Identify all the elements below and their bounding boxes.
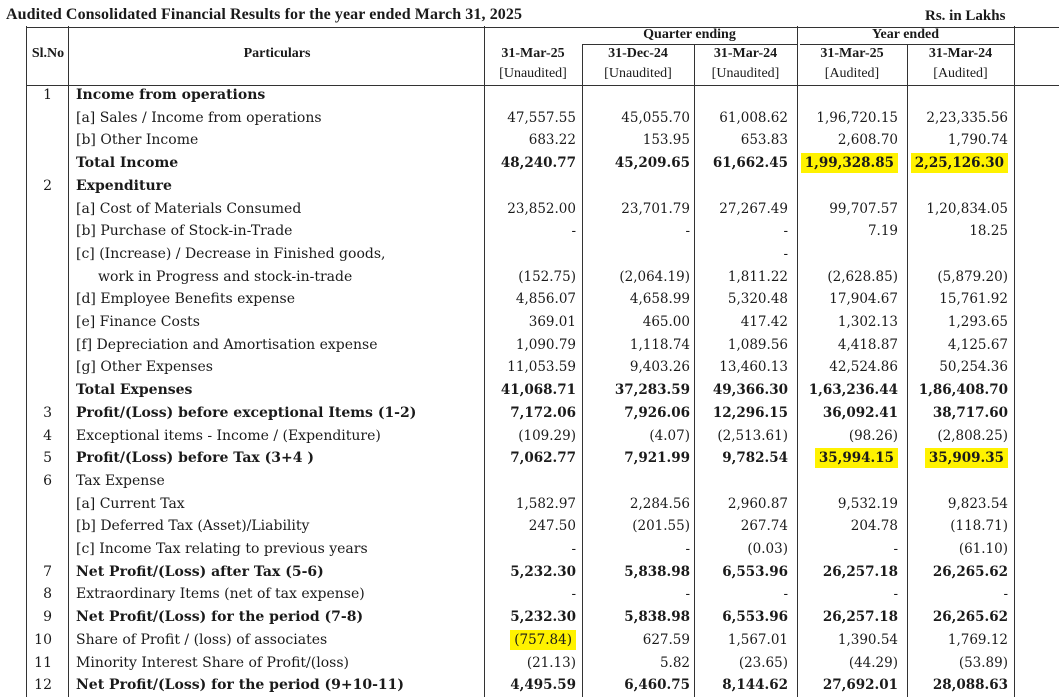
row-label: work in Progress and stock-in-trade (98, 268, 353, 285)
row-value-col4: 26,257.18 (822, 609, 898, 626)
row-value-col5: (118.71) (950, 518, 1008, 535)
row-label: [b] Deferred Tax (Asset)/Liability (76, 518, 310, 535)
row-value-col3: 27,267.49 (719, 200, 788, 217)
col1-date: 31-Mar-25 (501, 46, 565, 61)
table-row (0, 243, 1063, 266)
row-value-col4: 9,532.19 (837, 495, 898, 512)
row-value-col5: 26,265.62 (932, 609, 1008, 626)
table-row (0, 334, 1063, 357)
units-label: Rs. in Lakhs (925, 8, 1006, 24)
row-value-col1: 5,232.30 (510, 609, 576, 626)
row-label: [e] Finance Costs (76, 314, 200, 330)
row-label: [a] Current Tax (76, 495, 185, 512)
row-value-col5: (61.10) (958, 541, 1008, 557)
table-row (0, 356, 1063, 379)
col1-status: [Unaudited] (499, 66, 567, 81)
row-value-col2: - (685, 223, 690, 240)
row-value-col2: (201.55) (632, 518, 690, 535)
col4-header (797, 44, 907, 84)
row-value-col4 (800, 152, 898, 175)
row-value-col5: 1,769.12 (947, 631, 1008, 648)
row-label: [a] Cost of Materials Consumed (76, 200, 302, 217)
row-label: Net Profit/(Loss) for the period (7-8) (76, 609, 364, 626)
row-value-col1: 1,090.79 (515, 336, 576, 353)
table-row (0, 84, 1063, 107)
row-value-col5: 2,23,335.56 (926, 109, 1008, 126)
row-slno: 4 (43, 427, 52, 444)
highlighted-value: (757.84) (510, 630, 576, 650)
row-value-col5: 1,20,834.05 (926, 200, 1008, 217)
row-slno: 5 (43, 450, 52, 467)
row-label: [f] Depreciation and Amortisation expense (76, 336, 378, 353)
row-value-col2: (2,064.19) (619, 268, 690, 285)
row-value-col4: 1,63,236.44 (808, 382, 898, 399)
row-slno: 1 (43, 87, 52, 103)
row-value-col1: (109.29) (518, 427, 576, 444)
row-value-col1: (21.13) (526, 654, 576, 671)
row-value-col3: 1,811.22 (727, 268, 788, 285)
row-label: Profit/(Loss) before exceptional Items (1-2) (76, 404, 417, 421)
row-value-col2: 1,118.74 (629, 336, 690, 353)
row-value-col4: 4,418.87 (837, 336, 898, 353)
row-value-col5: (2,808.25) (937, 427, 1008, 444)
row-value-col4: 27,692.01 (822, 677, 898, 694)
row-value-col2: 7,926.06 (624, 404, 690, 421)
row-value-col2: 23,701.79 (621, 200, 690, 217)
row-value-col1: 7,172.06 (510, 404, 576, 421)
row-value-col4: 99,707.57 (829, 200, 898, 217)
highlighted-value: 35,994.15 (815, 448, 898, 468)
table-row (0, 515, 1063, 538)
row-value-col2: 7,921.99 (624, 450, 690, 467)
row-value-col3: (2,513.61) (717, 427, 788, 444)
row-value-col3: - (783, 245, 788, 262)
row-value-col2: - (685, 586, 690, 603)
table-row (0, 220, 1063, 243)
row-value-col2: 4,658.99 (629, 291, 690, 308)
table-row (0, 629, 1063, 652)
row-slno: 12 (34, 677, 52, 694)
row-value-col3: 2,960.87 (727, 495, 788, 512)
row-value-col3: (23.65) (738, 654, 788, 671)
row-value-col4: 7.19 (867, 223, 898, 240)
row-value-col3: 417.42 (740, 314, 788, 330)
row-value-col4: 42,524.86 (829, 359, 898, 376)
row-value-col5 (905, 152, 1008, 175)
row-value-col4: 204.78 (850, 518, 898, 535)
row-label: Minority Interest Share of Profit/(loss) (76, 654, 349, 671)
row-value-col3: 12,296.15 (712, 404, 788, 421)
row-value-col1: 247.50 (528, 518, 576, 535)
row-slno: 10 (34, 631, 52, 648)
row-value-col5: 38,717.60 (932, 404, 1008, 421)
col5-status: [Audited] (933, 66, 988, 81)
row-value-col1: 11,053.59 (507, 359, 576, 376)
row-value-col3: 49,366.30 (712, 382, 788, 399)
row-value-col5: 9,823.54 (947, 495, 1008, 512)
row-value-col2: 6,460.75 (624, 677, 690, 694)
row-value-col1: 4,856.07 (515, 291, 576, 308)
col5-date: 31-Mar-24 (928, 46, 993, 61)
row-value-col2: 5,838.98 (624, 563, 690, 580)
row-label: [c] Income Tax relating to previous years (76, 541, 368, 557)
col5-header (907, 44, 1014, 84)
row-value-col5: 1,293.65 (947, 314, 1008, 330)
table-row (0, 447, 1063, 470)
row-value-col4: 1,302.13 (837, 314, 898, 330)
row-value-col4: 36,092.41 (822, 404, 898, 421)
row-value-col4: (44.29) (848, 654, 898, 671)
row-value-col5: 18.25 (969, 223, 1008, 240)
col4-date: 31-Mar-25 (820, 46, 884, 61)
row-value-col1: 23,852.00 (507, 200, 576, 217)
row-value-col3: - (783, 586, 788, 603)
row-value-col4: 17,904.67 (829, 291, 898, 308)
row-value-col5: 1,86,408.70 (918, 382, 1008, 399)
col3-status: [Unaudited] (711, 66, 780, 81)
row-label: [a] Sales / Income from operations (76, 109, 322, 126)
page-title: Audited Consolidated Financial Results for the year ended March 31, 2025 (6, 6, 523, 23)
slno-header: Sl.No (31, 46, 65, 61)
row-value-col2: (4.07) (649, 427, 690, 444)
table-row (0, 470, 1063, 493)
row-label: Total Income (76, 155, 179, 172)
table-row (0, 129, 1063, 152)
table-row (0, 493, 1063, 516)
row-value-col4: - (893, 586, 898, 603)
row-value-col1: 369.01 (528, 314, 576, 330)
col1-header (484, 44, 582, 84)
col2-date: 31-Dec-24 (608, 46, 668, 61)
row-value-col2: 465.00 (642, 314, 690, 330)
row-value-col3: 8,144.62 (722, 677, 788, 694)
row-value-col5 (905, 447, 1008, 470)
quarter-group-header: Quarter ending (643, 27, 736, 42)
highlighted-value: 1,99,328.85 (801, 153, 898, 173)
row-label: Total Expenses (76, 382, 193, 399)
row-slno: 6 (43, 472, 52, 489)
row-value-col3: 1,089.56 (727, 336, 788, 353)
row-slno: 2 (43, 177, 52, 194)
particulars-header: Particulars (243, 46, 311, 61)
row-value-col5: (53.89) (958, 654, 1008, 671)
col2-header (582, 44, 694, 84)
row-value-col1: 7,062.77 (510, 450, 576, 467)
row-value-col1: (152.75) (518, 268, 576, 285)
row-value-col5: - (1003, 586, 1008, 603)
table-row (0, 107, 1063, 130)
row-value-col2: 5.82 (659, 654, 690, 671)
row-label: Net Profit/(Loss) after Tax (5-6) (76, 563, 324, 580)
table-row (0, 379, 1063, 402)
row-value-col1 (488, 629, 576, 652)
row-label: Profit/(Loss) before Tax (3+4 ) (76, 450, 314, 467)
row-value-col3: 653.83 (740, 132, 788, 149)
row-value-col1: 4,495.59 (510, 677, 576, 694)
row-value-col3: 5,320.48 (727, 291, 788, 308)
row-slno: 7 (43, 563, 52, 580)
table-row (0, 652, 1063, 675)
row-slno: 9 (43, 609, 52, 626)
row-value-col3: 61,662.45 (712, 155, 788, 172)
table-row (0, 152, 1063, 175)
row-value-col3: 6,553.96 (722, 609, 788, 626)
row-value-col2: 45,209.65 (614, 155, 690, 172)
row-value-col2: 153.95 (642, 132, 690, 149)
row-value-col2: 5,838.98 (624, 609, 690, 626)
row-value-col4: 1,96,720.15 (816, 109, 898, 126)
row-value-col4: 1,390.54 (837, 631, 898, 648)
table-row (0, 198, 1063, 221)
row-value-col1: - (571, 223, 576, 240)
row-value-col4: (98.26) (848, 427, 898, 444)
col3-header (694, 44, 797, 84)
table-row (0, 425, 1063, 448)
row-label: Expenditure (76, 177, 172, 194)
row-value-col1: 47,557.55 (507, 109, 576, 126)
row-value-col3: 9,782.54 (722, 450, 788, 467)
row-value-col3: - (783, 223, 788, 240)
row-slno: 8 (43, 586, 52, 603)
table-row (0, 583, 1063, 606)
table-row (0, 674, 1063, 697)
row-label: Exceptional items - Income / (Expenditure) (76, 427, 381, 444)
row-value-col5: 15,761.92 (939, 291, 1008, 308)
row-value-col3: (0.03) (747, 541, 788, 557)
row-slno: 11 (34, 654, 52, 671)
row-value-col1: 48,240.77 (500, 155, 576, 172)
row-value-col5: 4,125.67 (947, 336, 1008, 353)
row-value-col1: 41,068.71 (500, 382, 576, 399)
row-label: [b] Other Income (76, 132, 199, 149)
row-label: Net Profit/(Loss) for the period (9+10-11) (76, 677, 405, 694)
row-value-col2: 37,283.59 (614, 382, 690, 399)
row-value-col3: 267.74 (740, 518, 788, 535)
row-value-col2: 627.59 (642, 631, 690, 648)
row-label: Income from operations (76, 87, 266, 103)
row-value-col3: 13,460.13 (719, 359, 788, 376)
table-row (0, 288, 1063, 311)
row-value-col4: 26,257.18 (822, 563, 898, 580)
row-value-col5: 50,254.36 (939, 359, 1008, 376)
table-row (0, 311, 1063, 334)
table-row (0, 175, 1063, 198)
row-value-col1: 5,232.30 (510, 563, 576, 580)
table-row (0, 606, 1063, 629)
row-label: Tax Expense (76, 472, 165, 489)
row-value-col3: 61,008.62 (719, 109, 788, 126)
year-group-header: Year ended (871, 27, 940, 42)
table-row (0, 561, 1063, 584)
table-row (0, 538, 1063, 561)
row-label: [c] (Increase) / Decrease in Finished goods, (76, 245, 386, 262)
row-value-col5: (5,879.20) (937, 268, 1008, 285)
row-value-col3: 1,567.01 (727, 631, 788, 648)
row-label: Extraordinary Items (net of tax expense) (76, 586, 365, 603)
row-label: [b] Purchase of Stock-in-Trade (76, 223, 293, 240)
row-value-col2: - (685, 541, 690, 557)
row-label: [g] Other Expenses (76, 359, 213, 376)
row-value-col1: - (571, 586, 576, 603)
row-slno: 3 (43, 404, 52, 421)
col2-status: [Unaudited] (604, 66, 672, 81)
row-value-col1: 1,582.97 (515, 495, 576, 512)
row-value-col5: 1,790.74 (947, 132, 1008, 149)
highlighted-value: 35,909.35 (925, 448, 1008, 468)
table-row (0, 266, 1063, 289)
row-value-col4 (800, 447, 898, 470)
row-label: Share of Profit / (loss) of associates (76, 631, 328, 648)
row-label: [d] Employee Benefits expense (76, 291, 296, 308)
col4-status: [Audited] (824, 66, 880, 81)
row-value-col1: 683.22 (528, 132, 576, 149)
row-value-col4: - (893, 541, 898, 557)
highlighted-value: 2,25,126.30 (911, 153, 1008, 173)
row-value-col5: 26,265.62 (932, 563, 1008, 580)
row-value-col4: 2,608.70 (837, 132, 898, 149)
row-value-col3: 6,553.96 (722, 563, 788, 580)
row-value-col5: 28,088.63 (932, 677, 1008, 694)
col3-date: 31-Mar-24 (713, 46, 778, 61)
row-value-col2: 45,055.70 (621, 109, 690, 126)
table-row (0, 402, 1063, 425)
row-value-col1: - (571, 541, 576, 557)
row-value-col2: 2,284.56 (629, 495, 690, 512)
row-value-col2: 9,403.26 (629, 359, 690, 376)
row-value-col4: (2,628.85) (827, 268, 898, 285)
